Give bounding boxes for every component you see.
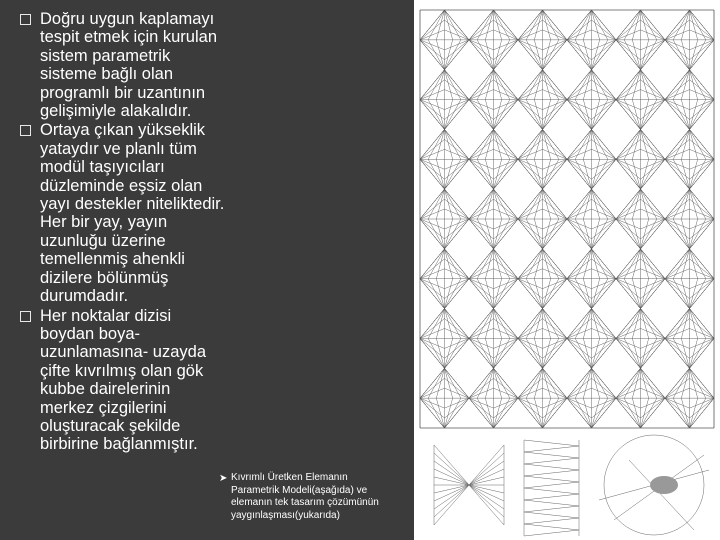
bullet-text-1: Doğru uygun kaplamayı tespit etmek için kurulan sistem parametrik sisteme bağlı olan programlı bir uzantının gelişimiyle alakalıdır.: [40, 10, 217, 121]
bullet-text-2: Ortaya çıkan yükseklik yataydır ve planlı tüm modül taşıyıcıları düzleminde eşsiz olan yayı destekler niteliktedir. Her bir yay, yayın uzunluğu üzerine temellenmiş ahenkli dizilere bölünmüş durumdadır.: [40, 121, 225, 306]
parametric-model-figure: [414, 0, 720, 540]
lattice-drawing: [414, 0, 720, 540]
bullet-item-1: [18, 10, 268, 120]
hollow-square-bullet-icon: [20, 311, 31, 322]
hollow-square-bullet-icon: [20, 125, 31, 136]
arrow-bullet-icon: ➤: [219, 473, 228, 484]
figure-caption: [219, 472, 431, 522]
hollow-square-bullet-icon: [20, 14, 31, 25]
bullet-list: [18, 10, 268, 454]
bullet-text-3: Her noktalar dizisi boydan boya- uzunlamasına- uzayda çifte kıvrılmış olan gök kubbe dairelerinin merkez çizgilerini oluşturacak şekilde birbirine bağlanmıştır.: [40, 306, 207, 454]
generative-element-sketches: [434, 435, 709, 536]
bullet-item-2: [18, 121, 268, 305]
lattice-grid: [420, 10, 714, 428]
caption-text: Kıvrımlı Üretken Elemanın Parametrik Modeli(aşağıda) ve elemanın tek tasarım çözümünün yaygınlaşması(yukarıda): [231, 472, 379, 521]
bullet-item-3: [18, 307, 268, 454]
